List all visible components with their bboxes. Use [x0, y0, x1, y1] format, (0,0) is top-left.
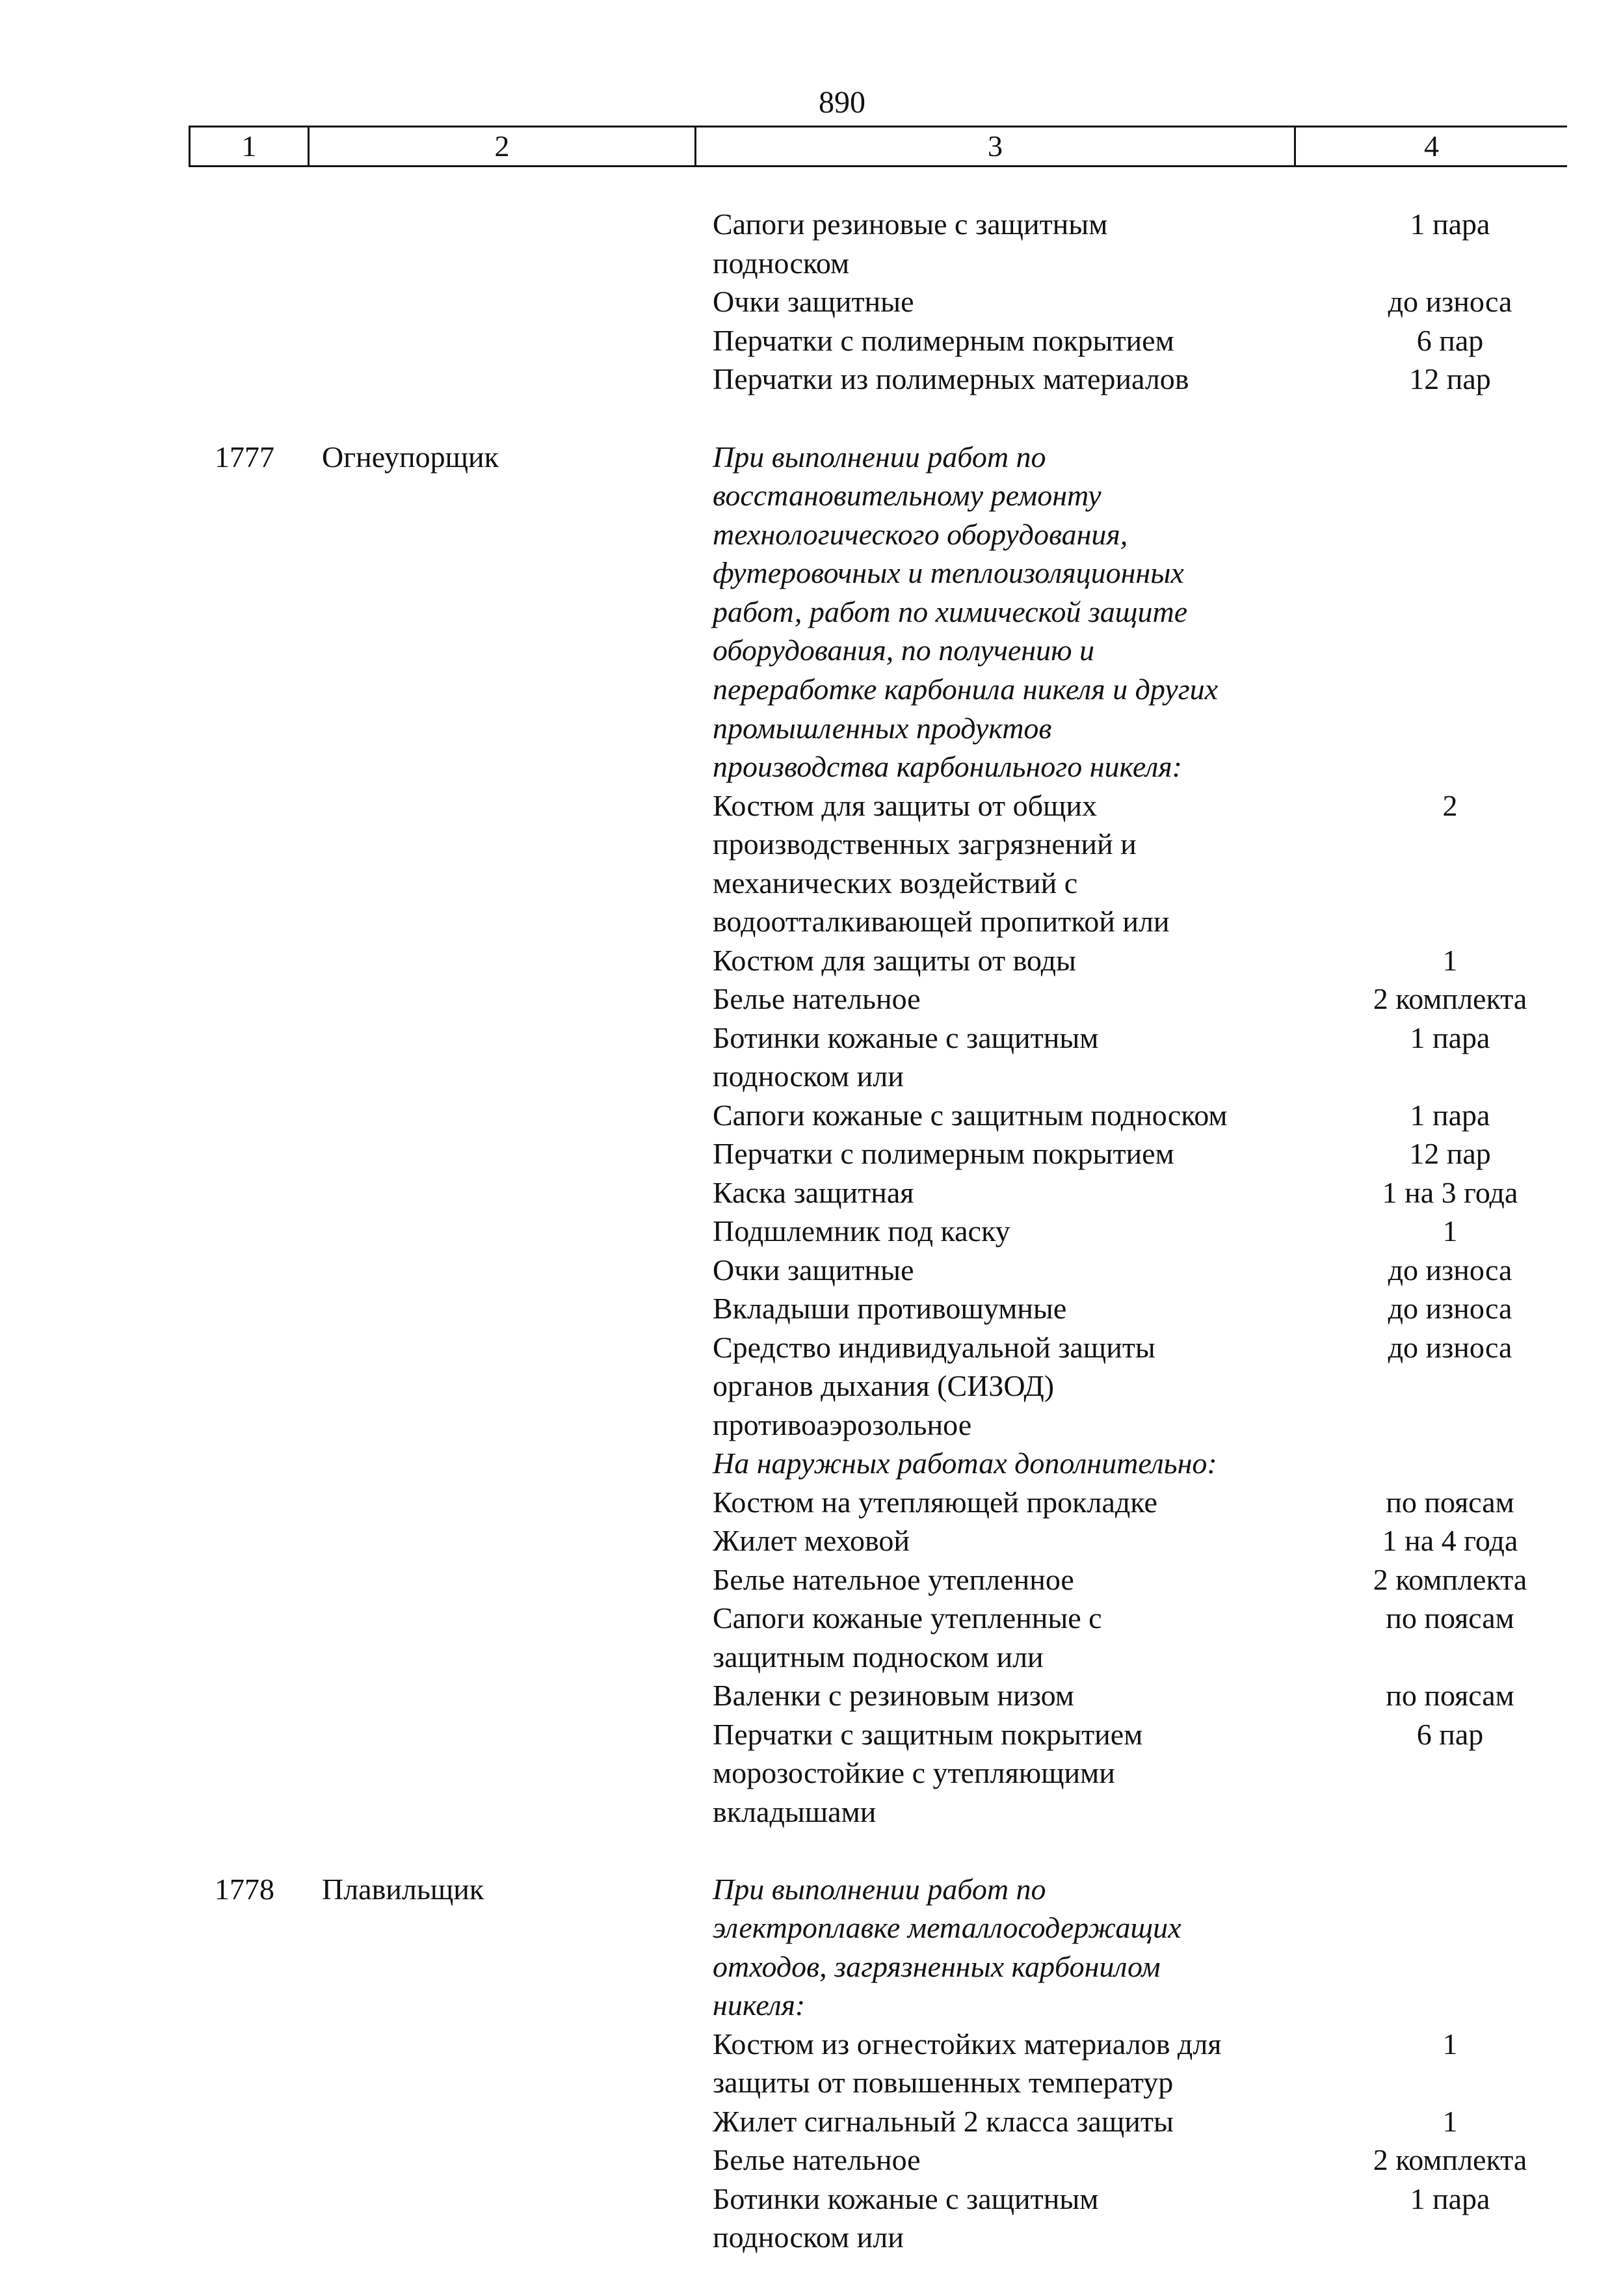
item-name: Валенки с резиновым низом	[713, 1679, 1074, 1712]
item-name: Сапоги кожаные утепленные с	[713, 1601, 1102, 1635]
item-name: Костюм из огнестойких материалов для	[713, 2027, 1222, 2061]
item-qty: 12 пар	[1409, 362, 1491, 395]
item-qty: 6 пар	[1416, 1718, 1484, 1751]
item-name: механических воздействий с	[713, 866, 1078, 900]
item-qty: 1 пара	[1410, 207, 1490, 241]
condition-line: оборудования, по получению и	[713, 634, 1095, 667]
item-name: Костюм на утепляющей прокладке	[713, 1486, 1157, 1519]
item-name: Ботинки кожаные с защитным	[713, 1021, 1099, 1054]
item-qty: 1 на 3 года	[1382, 1176, 1518, 1209]
item-name: Ботинки кожаные с защитным	[713, 2182, 1099, 2215]
item-qty: до износа	[1388, 1331, 1512, 1364]
entry-code: 1778	[215, 1873, 274, 1906]
item-qty: по поясам	[1386, 1601, 1514, 1635]
item-name: Вкладыши противошумные	[713, 1292, 1067, 1325]
condition-line: электроплавке металлосодержащих	[713, 1911, 1181, 1944]
item-name: подноском или	[713, 1060, 904, 1093]
entry-profession: Огнеупорщик	[322, 440, 499, 474]
item-name: Перчатки с полимерным покрытием	[713, 1137, 1174, 1170]
item-name: Белье нательное утепленное	[713, 1563, 1074, 1596]
item-qty: 2 комплекта	[1373, 1563, 1527, 1596]
condition-line: восстановительному ремонту	[713, 479, 1102, 512]
item-name: Белье нательное	[713, 2143, 921, 2176]
item-qty: 6 пар	[1416, 324, 1484, 357]
item-name: Сапоги резиновые с защитным	[713, 207, 1108, 241]
item-name: подноском	[713, 247, 850, 280]
item-name: Перчатки с полимерным покрытием	[713, 324, 1174, 357]
condition-line: технологического оборудования,	[713, 518, 1128, 551]
item-name: подноском или	[713, 2221, 904, 2254]
condition-line: переработке карбонила никеля и других	[713, 673, 1219, 706]
item-name: водоотталкивающей пропиткой или	[713, 905, 1170, 938]
item-qty: 1	[1442, 2027, 1458, 2061]
item-qty: 1 на 4 года	[1382, 1524, 1518, 1557]
item-name: Подшлемник под каску	[713, 1214, 1010, 1248]
item-qty: 2 комплекта	[1373, 2143, 1527, 2176]
condition-line: промышленных продуктов	[713, 712, 1052, 745]
item-qty: 1	[1442, 2105, 1458, 2138]
condition-line: При выполнении работ по	[713, 1873, 1046, 1906]
header-col-1: 1	[241, 129, 257, 163]
item-qty: по поясам	[1386, 1486, 1514, 1519]
condition-line: производства карбонильного никеля:	[713, 750, 1182, 783]
item-name: защитным подноском или	[713, 1640, 1044, 1674]
item-name: органов дыхания (СИЗОД)	[713, 1369, 1055, 1402]
header-bottom-border	[189, 165, 1567, 167]
header-col-4: 4	[1424, 129, 1439, 163]
item-name: Костюм для защиты от общих	[713, 789, 1098, 822]
item-qty: до износа	[1388, 1253, 1512, 1287]
item-name: Жилет меховой	[713, 1524, 910, 1557]
item-qty: 1 пара	[1410, 1099, 1490, 1132]
item-name: Костюм для защиты от воды	[713, 944, 1076, 977]
item-qty: 2 комплекта	[1373, 982, 1527, 1015]
item-name: морозостойкие с утепляющими	[713, 1756, 1115, 1789]
item-name: Перчатки из полимерных материалов	[713, 362, 1189, 395]
condition-line: работ, работ по химической защите	[713, 595, 1188, 628]
item-name: Средство индивидуальной защиты	[713, 1331, 1155, 1364]
condition-line: При выполнении работ по	[713, 440, 1046, 474]
item-name: Очки защитные	[713, 1253, 914, 1287]
item-name: Сапоги кожаные с защитным подноском	[713, 1099, 1228, 1132]
item-name: Очки защитные	[713, 285, 914, 318]
item-qty: 2	[1442, 789, 1458, 822]
item-name: Белье нательное	[713, 982, 921, 1015]
item-name: производственных загрязнений и	[713, 827, 1137, 861]
item-qty: до износа	[1388, 1292, 1512, 1325]
outdoor-condition: На наружных работах дополнительно:	[713, 1447, 1217, 1480]
item-qty: 1 пара	[1410, 1021, 1490, 1054]
item-qty: до износа	[1388, 285, 1512, 318]
item-name: Каска защитная	[713, 1176, 914, 1209]
condition-line: отходов, загрязненных карбонилом	[713, 1950, 1161, 1983]
header-col-2: 2	[494, 129, 510, 163]
entry-profession: Плавильщик	[322, 1873, 484, 1906]
item-name: вкладышами	[713, 1795, 877, 1828]
page-number: 890	[819, 85, 865, 120]
condition-line: футеровочных и теплоизоляционных	[713, 556, 1184, 589]
item-qty: 12 пар	[1409, 1137, 1491, 1170]
item-qty: 1	[1442, 1214, 1458, 1248]
item-name: Жилет сигнальный 2 класса защиты	[713, 2105, 1174, 2138]
item-qty: 1 пара	[1410, 2182, 1490, 2215]
item-name: защиты от повышенных температур	[713, 2066, 1174, 2099]
entry-code: 1777	[215, 440, 274, 474]
item-qty: 1	[1442, 944, 1458, 977]
item-name: противоаэрозольное	[713, 1408, 972, 1441]
condition-line: никеля:	[713, 1988, 806, 2022]
item-name: Перчатки с защитным покрытием	[713, 1718, 1143, 1751]
header-col-3: 3	[988, 129, 1003, 163]
item-qty: по поясам	[1386, 1679, 1514, 1712]
